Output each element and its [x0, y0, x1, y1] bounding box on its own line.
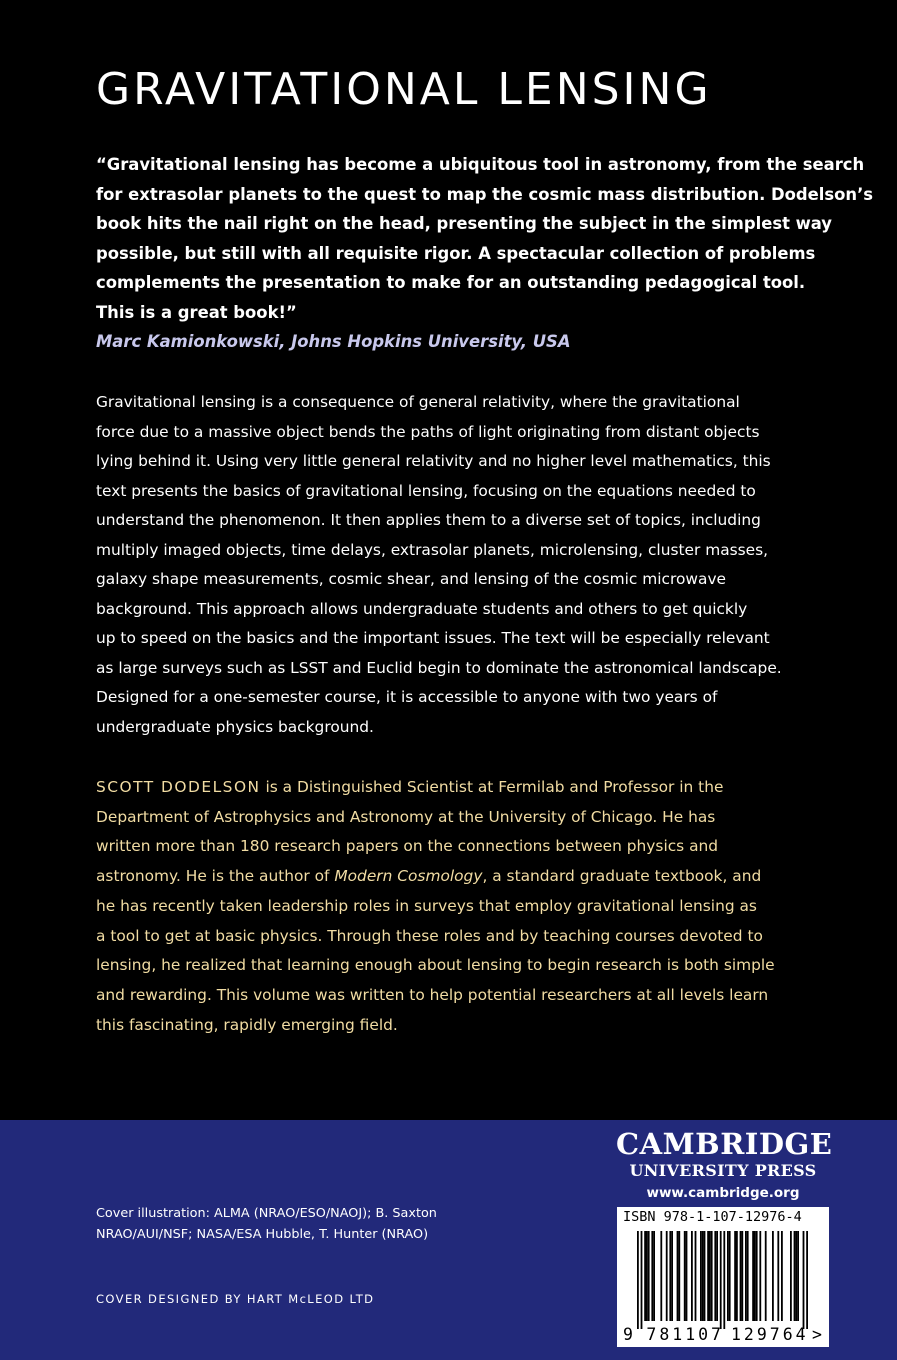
barcode-digit-group: > [812, 1325, 822, 1344]
barcode-bar [756, 1231, 758, 1321]
barcode-bar [803, 1231, 805, 1329]
description-line: multiply imaged objects, time delays, extrasolar planets, microlensing, cluster masses, [96, 540, 769, 559]
barcode-bar [711, 1231, 713, 1321]
barcode-bar [790, 1231, 792, 1321]
cover-illustration-credit [96, 1203, 476, 1245]
description-line: galaxy shape measurements, cosmic shear, and lensing of the cosmic microwave [96, 570, 727, 588]
publisher-logo [616, 1127, 833, 1204]
bio-text: astronomy. He is the author of [96, 867, 335, 886]
bio-line: this fascinating, rapidly emerging field. [96, 1015, 398, 1034]
barcode-bar [714, 1231, 716, 1321]
book-reference: Modern Cosmology [334, 867, 483, 886]
barcode-bar [695, 1231, 697, 1321]
credit-line: Cover illustration: ALMA (NRAO/ESO/NAOJ); B. Saxton [96, 1206, 437, 1221]
barcode-bar [794, 1231, 796, 1321]
bio-line: he has recently taken leadership roles in surveys that employ gravitational lensing as [96, 896, 757, 915]
barcode-bar [745, 1231, 747, 1321]
bio-line: written more than 180 research papers on the connections between physics and [96, 837, 719, 856]
description-line: lying behind it. Using very little general relativity and no higher level mathematics, this [96, 452, 771, 470]
barcode-bar [648, 1231, 650, 1321]
quote-line: possible, but still with all requisite rigor. A spectacular collection of problems [96, 243, 816, 263]
description-line: Designed for a one-semester course, it is accessible to anyone with two years of [96, 688, 718, 706]
barcode-bar [669, 1231, 671, 1321]
description-line: up to speed on the basics and the important issues. The text will be especially relevant [96, 629, 770, 647]
author-name: SCOTT DODELSON [96, 778, 261, 796]
book-title: GRAVITATIONAL LENSING [96, 64, 712, 115]
barcode-digit-group: 781107 [646, 1325, 724, 1344]
barcode-bar [806, 1231, 808, 1329]
barcode-bar [660, 1231, 662, 1321]
description-line: Gravitational lensing is a consequence of general relativity, where the gravitational [96, 393, 740, 411]
barcode-bar [772, 1231, 774, 1321]
barcode-bar [678, 1231, 680, 1321]
barcode-bar [734, 1231, 736, 1321]
book-description [96, 388, 806, 742]
barcode-bar [716, 1231, 718, 1321]
barcode-bar [727, 1231, 729, 1321]
barcode-bar [677, 1231, 679, 1321]
author-bio [96, 773, 806, 1040]
barcode-bar [709, 1231, 711, 1321]
quote-line: for extrasolar planets to the quest to map the cosmic mass distribution. Dodelson’s [96, 184, 874, 204]
barcode-bar [666, 1231, 668, 1321]
barcode-bar [644, 1231, 646, 1321]
barcode-bar [651, 1231, 653, 1321]
bio-line [96, 862, 806, 892]
barcode-bar [741, 1231, 743, 1321]
barcode-bar [686, 1231, 688, 1321]
barcode-bar [641, 1231, 643, 1329]
publisher-name: CAMBRIDGE [616, 1127, 833, 1161]
barcode-bar [646, 1231, 648, 1321]
quote-line: complements the presentation to make for an outstanding pedagogical tool. [96, 273, 806, 292]
barcode-bar [691, 1231, 693, 1321]
barcode-bar [740, 1231, 742, 1321]
isbn-barcode [617, 1207, 829, 1347]
barcode-bar [759, 1231, 761, 1321]
barcode-digit-group: 129764 [731, 1325, 809, 1344]
endorsement-quote [96, 150, 874, 357]
barcode-bar [754, 1231, 756, 1321]
barcode-bar [729, 1231, 731, 1321]
barcode-bar [702, 1231, 704, 1321]
isbn-label: ISBN 978-1-107-12976-4 [623, 1209, 802, 1225]
description-line: force due to a massive object bends the paths of light originating from distant objects [96, 422, 760, 441]
quote-line: “Gravitational lensing has become a ubiquitous tool in astronomy, from the search [96, 155, 865, 174]
bio-line: Department of Astrophysics and Astronomy at the University of Chicago. He has [96, 807, 716, 826]
quote-attribution: Marc Kamionkowski, Johns Hopkins University, USA [96, 332, 571, 351]
barcode-bar [684, 1231, 686, 1321]
barcode-bar [777, 1231, 779, 1321]
credit-line: NRAO/AUI/NSF; NASA/ESA Hubble, T. Hunter (NRAO) [96, 1227, 429, 1242]
barcode-bar [637, 1231, 639, 1329]
barcode-bar [700, 1231, 702, 1321]
bio-text: is a Distinguished Scientist at Fermilab and Professor in the [260, 778, 724, 796]
publisher-url: www.cambridge.org [646, 1185, 800, 1201]
bio-line: lensing, he realized that learning enough about lensing to begin research is both simple [96, 956, 775, 975]
publisher-press: UNIVERSITY PRESS [629, 1161, 817, 1180]
description-line: text presents the basics of gravitational lensing, focusing on the equations needed to [96, 481, 756, 500]
barcode-bar [765, 1231, 767, 1321]
barcode-bar [752, 1231, 754, 1321]
bio-line: and rewarding. This volume was written to help potential researchers at all levels learn [96, 985, 769, 1004]
description-line: background. This approach allows undergraduate students and others to get quickly [96, 599, 748, 618]
barcode-bar [707, 1231, 709, 1321]
barcode-digit-group: 9 [623, 1325, 633, 1344]
barcode-bar [736, 1231, 738, 1321]
quote-line: book hits the nail right on the head, presenting the subject in the simplest way [96, 214, 832, 233]
description-line: undergraduate physics background. [96, 717, 374, 736]
barcode-bar [747, 1231, 749, 1321]
barcode-bar [723, 1231, 725, 1329]
barcode-bar [720, 1231, 722, 1329]
barcode-bar [704, 1231, 706, 1321]
bio-line: a tool to get at basic physics. Through these roles and by teaching courses devoted to [96, 926, 763, 945]
bio-text: , a standard graduate textbook, and [482, 867, 762, 886]
description-line: as large surveys such as LSST and Euclid begin to dominate the astronomical landscape. [96, 658, 782, 677]
barcode-bar [653, 1231, 655, 1321]
barcode-bar [671, 1231, 673, 1321]
description-line: understand the phenomenon. It then applies them to a diverse set of topics, including [96, 511, 761, 529]
barcode-bar [797, 1231, 799, 1321]
quote-line: This is a great book!” [96, 302, 297, 322]
cover-designer-credit: COVER DESIGNED BY HART McLEOD LTD [96, 1292, 375, 1306]
bio-line [96, 773, 806, 803]
barcode-bar [781, 1231, 783, 1321]
barcode-bar [795, 1231, 797, 1321]
